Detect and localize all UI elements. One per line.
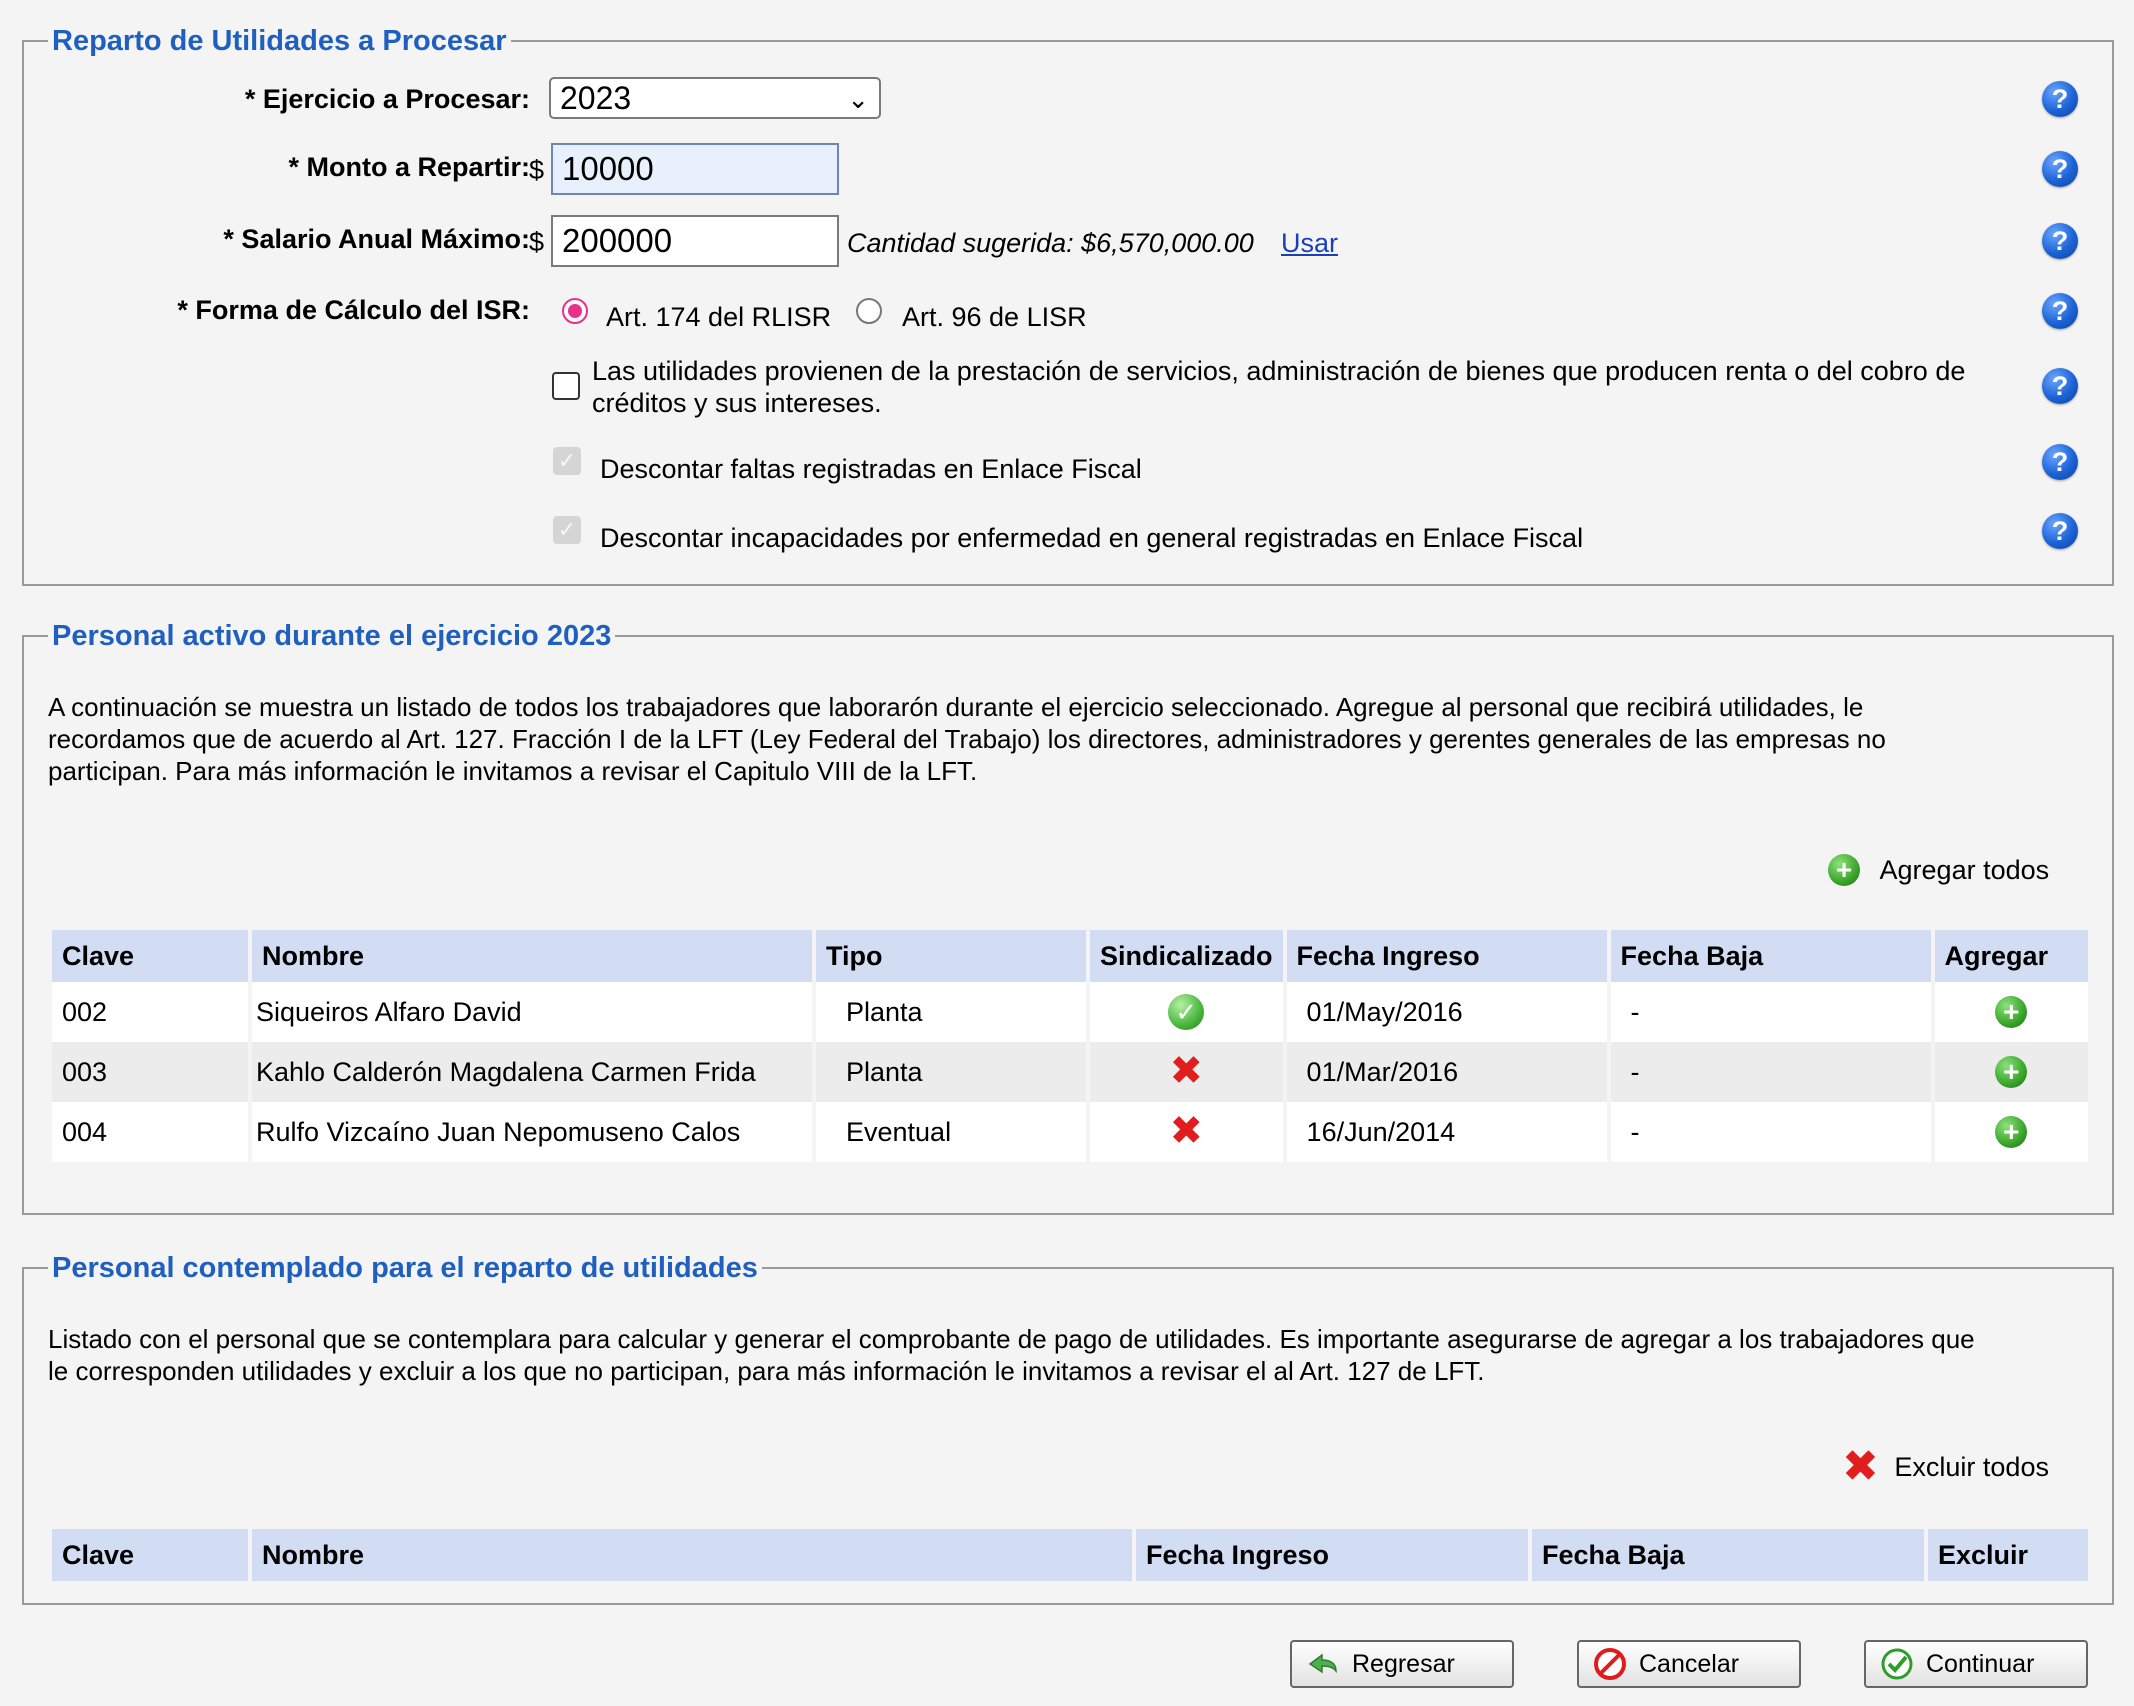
help-icon[interactable]: ?	[2042, 513, 2078, 549]
personal-contemplado-fieldset	[22, 1252, 2114, 1605]
x-icon: ✖	[1169, 1049, 1204, 1093]
excluir-todos-button[interactable]: ✖ Excluir todos	[1842, 1442, 2049, 1491]
column-header-fecha-baja: Fecha Baja	[1611, 930, 1931, 982]
ejercicio-label: * Ejercicio a Procesar:	[244, 84, 530, 114]
servicios-checkbox-label: Las utilidades provienen de la prestación de servicios, administración de bienes que producen renta o del cobro de créditos y sus intereses.	[592, 356, 1966, 418]
add-row-button[interactable]: +	[1995, 1056, 2027, 1088]
personal-activo-description: A continuación se muestra un listado de todos los trabajadores que laborarón durante el ejercicio seleccionado. Agregue al personal que recibirá utilidades, le recordamos que de acuerdo al Art. 127. Fracción I de la LFT (Ley Federal del Trabajo) los directores, administradores y gerentes generales de las empresas no participan. Para más información le invitamos a revisar el Capitulo VIII de la LFT.	[48, 692, 1886, 786]
column-header-fecha-ingreso: Fecha Ingreso	[1136, 1529, 1528, 1581]
help-icon[interactable]: ?	[2042, 368, 2078, 404]
salario-input[interactable]: 200000	[551, 215, 839, 267]
monto-label: * Monto a Repartir:	[288, 152, 530, 182]
ejercicio-value: 2023	[560, 80, 632, 116]
faltas-checkbox[interactable]: ✓	[553, 447, 581, 475]
reparto-legend: Reparto de Utilidades a Procesar	[48, 22, 511, 60]
add-row-button[interactable]: +	[1995, 996, 2027, 1028]
back-arrow-icon	[1306, 1647, 1340, 1681]
table-row	[52, 982, 2088, 1042]
column-header-clave: Clave	[52, 930, 248, 982]
cell-tipo: Planta	[816, 982, 1086, 1042]
personal-activo-legend: Personal activo durante el ejercicio 2023	[48, 617, 615, 655]
column-header-clave: Clave	[52, 1529, 248, 1581]
continuar-button[interactable]: Continuar	[1864, 1640, 2088, 1688]
faltas-checkbox-label: Descontar faltas registradas en Enlace Fiscal	[600, 454, 1142, 484]
table-row	[52, 1102, 2088, 1162]
monto-input[interactable]: 10000	[551, 143, 839, 195]
cell-clave: 003	[52, 1042, 248, 1102]
help-icon[interactable]: ?	[2042, 444, 2078, 480]
salario-currency: $	[529, 227, 545, 257]
cantidad-sugerida: Cantidad sugerida: $6,570,000.00	[847, 228, 1254, 258]
help-icon[interactable]: ?	[2042, 81, 2078, 117]
agregar-todos-button[interactable]: + Agregar todos	[1828, 854, 2049, 886]
column-header-agregar: Agregar	[1935, 930, 2088, 982]
cell-tipo: Planta	[816, 1042, 1086, 1102]
monto-currency: $	[529, 155, 545, 185]
cell-nombre: Rulfo Vizcaíno Juan Nepomuseno Calos	[252, 1102, 812, 1162]
cell-fecha-baja: -	[1611, 982, 1931, 1042]
salario-label: * Salario Anual Máximo:	[223, 224, 530, 254]
table-row	[52, 1042, 2088, 1102]
cell-fecha-baja: -	[1611, 1042, 1931, 1102]
cell-clave: 002	[52, 982, 248, 1042]
servicios-checkbox[interactable]	[552, 372, 580, 400]
radio-art96[interactable]	[856, 298, 882, 324]
cell-fecha-ingreso: 16/Jun/2014	[1287, 1102, 1607, 1162]
column-header-nombre: Nombre	[252, 930, 812, 982]
chevron-down-icon: ⌄	[847, 84, 869, 114]
check-circle-icon	[1880, 1647, 1914, 1681]
isr-label: * Forma de Cálculo del ISR:	[177, 295, 530, 325]
personal-contemplado-description: Listado con el personal que se contemplara para calcular y generar el comprobante de pago de utilidades. Es importante asegurarse de agregar a los trabajadores que le corresponden utilidades y excluir a los que no participan, para más información le invitamos a revisar el al Art. 127 de LFT.	[48, 1324, 1975, 1386]
usar-link[interactable]: Usar	[1281, 228, 1339, 258]
cell-clave: 004	[52, 1102, 248, 1162]
add-icon: +	[1828, 854, 1860, 886]
add-row-button[interactable]: +	[1995, 1116, 2027, 1148]
column-header-tipo: Tipo	[816, 930, 1086, 982]
column-header-nombre: Nombre	[252, 1529, 1132, 1581]
cell-fecha-baja: -	[1611, 1102, 1931, 1162]
incapacidades-checkbox-label: Descontar incapacidades por enfermedad en general registradas en Enlace Fiscal	[600, 523, 1584, 553]
cancel-icon	[1593, 1647, 1627, 1681]
column-header-fecha-ingreso: Fecha Ingreso	[1287, 930, 1607, 982]
help-icon[interactable]: ?	[2042, 223, 2078, 259]
cell-fecha-ingreso: 01/Mar/2016	[1287, 1042, 1607, 1102]
cancelar-button[interactable]: Cancelar	[1577, 1640, 1801, 1688]
personal-contemplado-legend: Personal contemplado para el reparto de utilidades	[48, 1249, 762, 1287]
column-header-excluir: Excluir	[1928, 1529, 2088, 1581]
radio-art96-label: Art. 96 de LISR	[902, 302, 1087, 332]
regresar-button[interactable]: Regresar	[1290, 1640, 1514, 1688]
x-icon: ✖	[1842, 1442, 1879, 1491]
cell-fecha-ingreso: 01/May/2016	[1287, 982, 1607, 1042]
radio-art174-label: Art. 174 del RLISR	[606, 302, 832, 332]
help-icon[interactable]: ?	[2042, 293, 2078, 329]
ejercicio-select[interactable]	[549, 77, 881, 119]
personal-activo-table	[48, 930, 2092, 1162]
radio-art174[interactable]	[562, 298, 588, 324]
reparto-fieldset	[22, 25, 2114, 586]
incapacidades-checkbox[interactable]: ✓	[553, 516, 581, 544]
x-icon: ✖	[1169, 1109, 1204, 1153]
column-header-sindicalizado: Sindicalizado	[1090, 930, 1283, 982]
personal-contemplado-table	[48, 1529, 2092, 1581]
cell-nombre: Kahlo Calderón Magdalena Carmen Frida	[252, 1042, 812, 1102]
check-circle-icon: ✓	[1168, 994, 1204, 1030]
column-header-fecha-baja: Fecha Baja	[1532, 1529, 1924, 1581]
personal-activo-fieldset	[22, 620, 2114, 1215]
cell-nombre: Siqueiros Alfaro David	[252, 982, 812, 1042]
cell-tipo: Eventual	[816, 1102, 1086, 1162]
help-icon[interactable]: ?	[2042, 151, 2078, 187]
